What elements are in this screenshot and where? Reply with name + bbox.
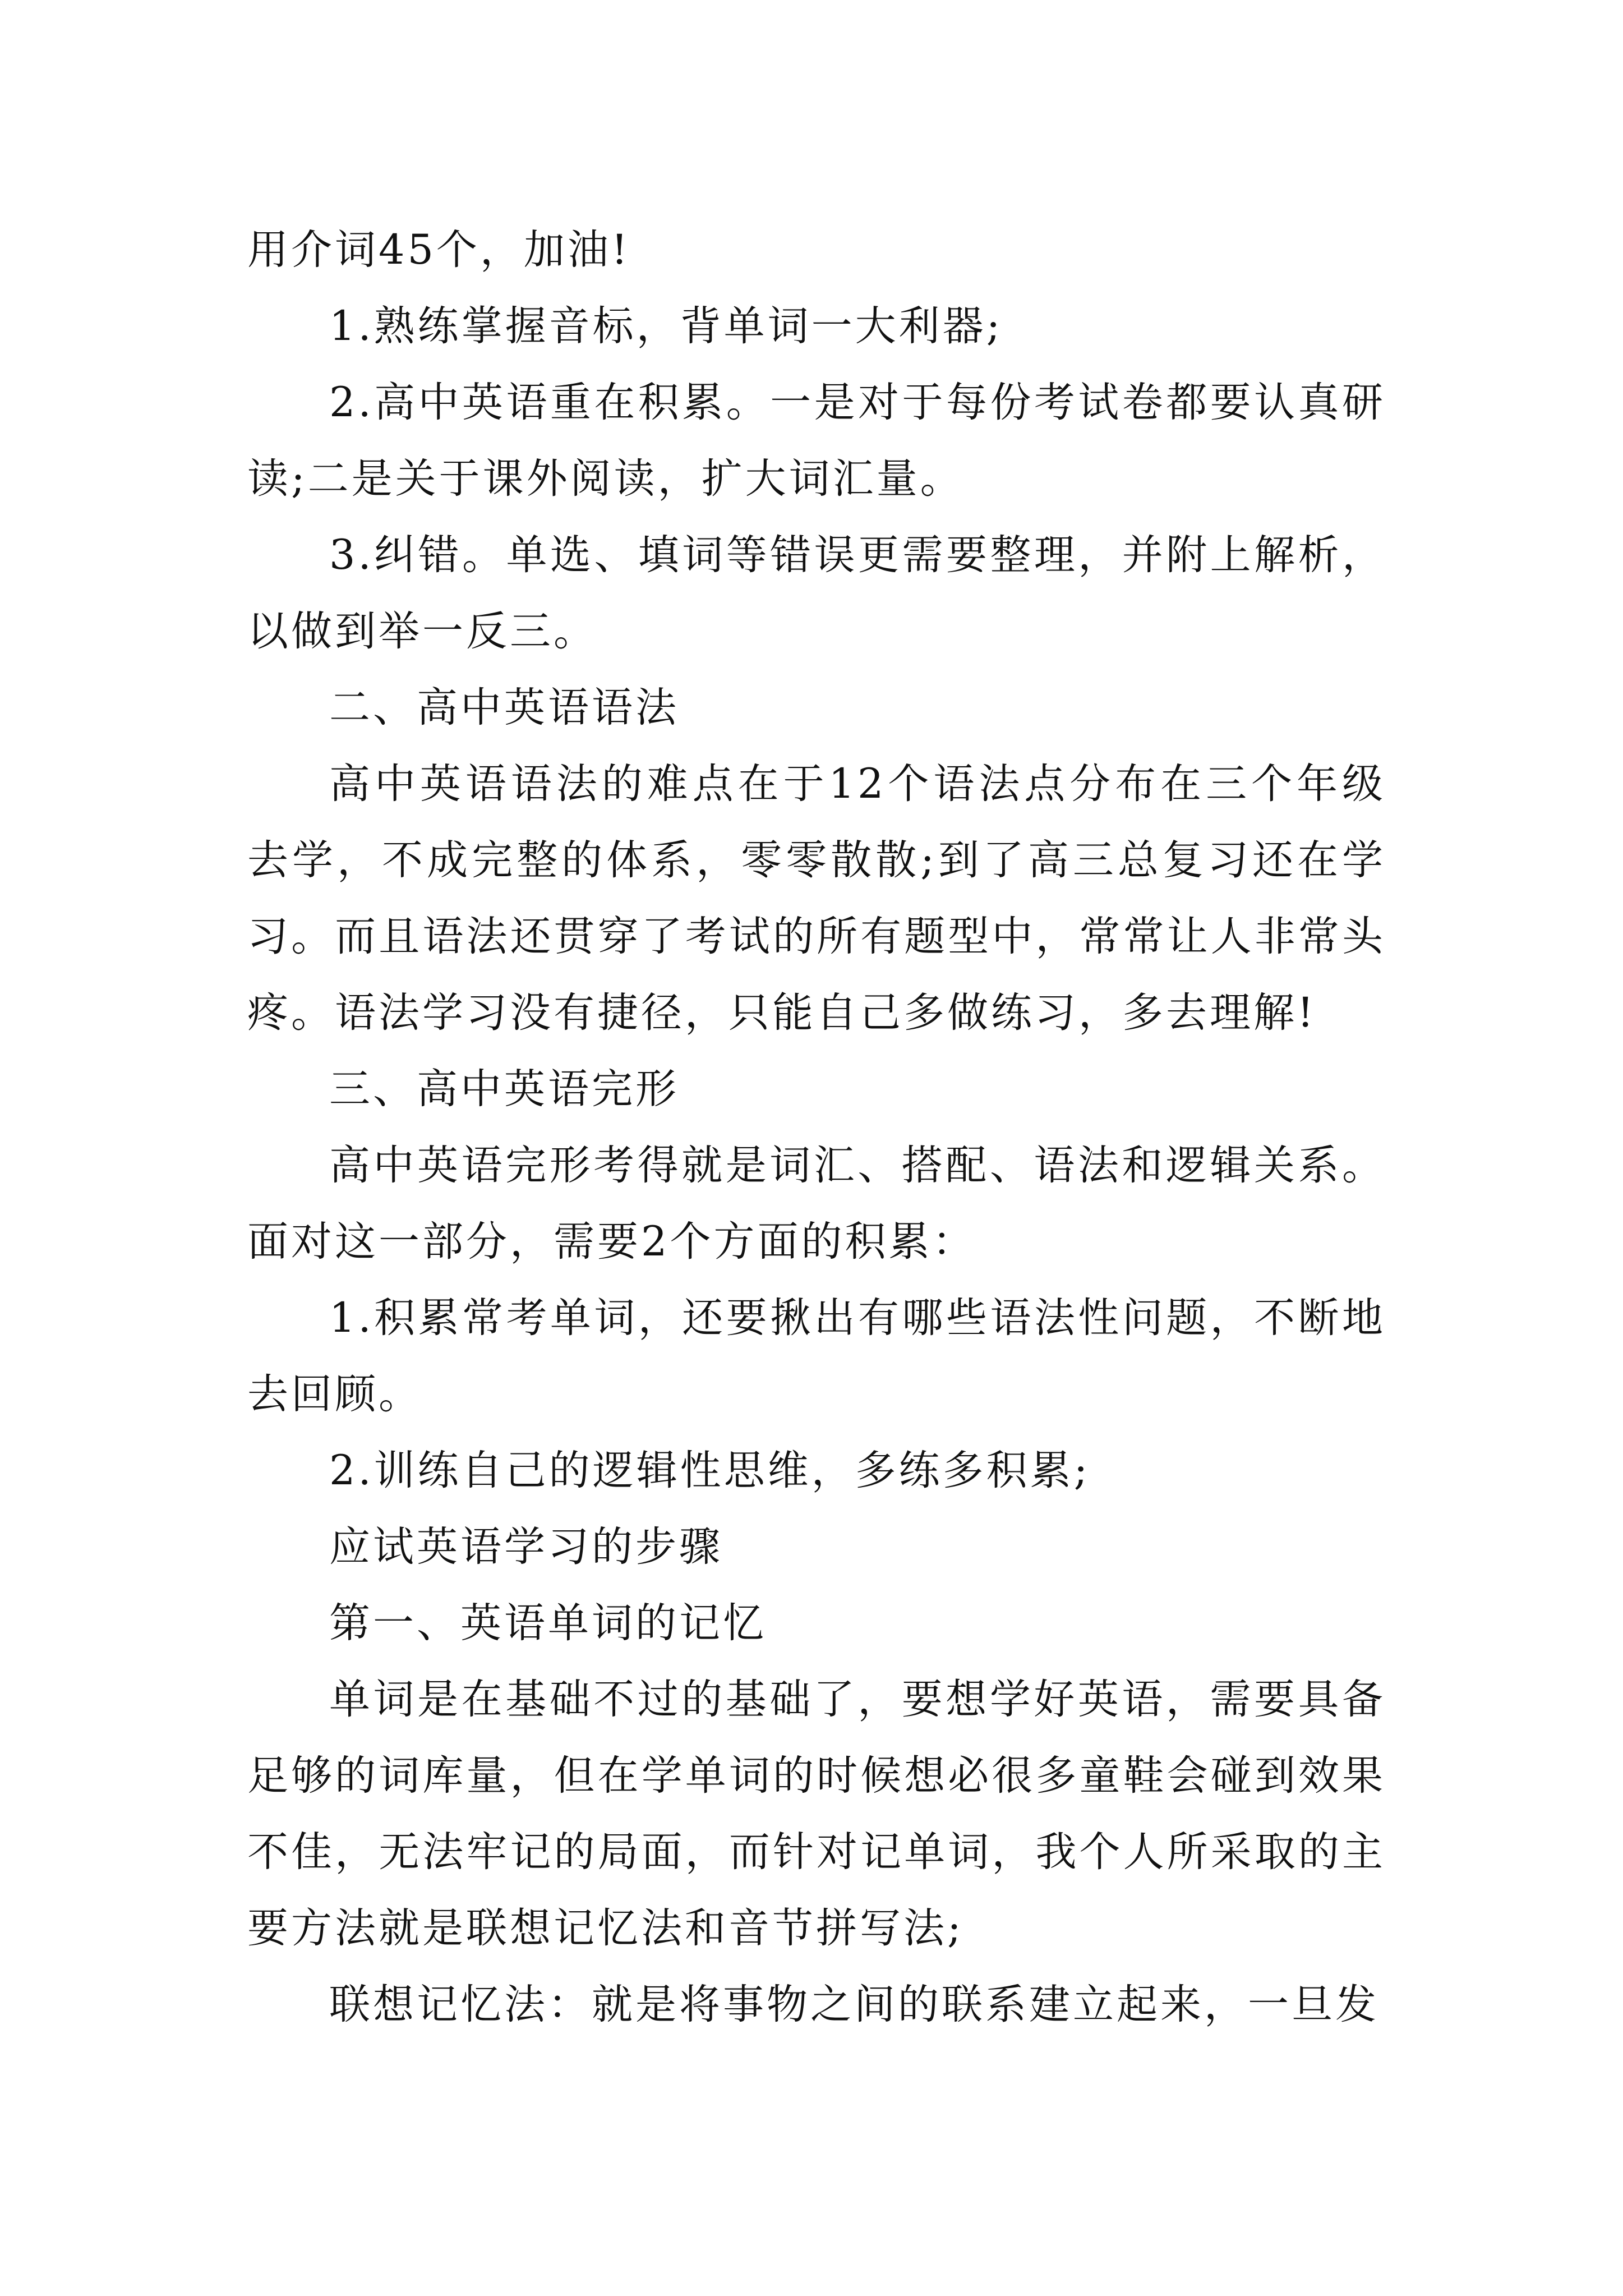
section-heading-steps: 应试英语学习的步骤 xyxy=(329,1523,723,1571)
paragraph-3: 2.高中英语重在积累。一是对于每份考试卷都要认真研读;二是关于课外阅读，扩大词汇量。 xyxy=(247,379,1386,503)
paragraph-association-method: 联想记忆法：就是将事物之间的联系建立起来，一旦发 xyxy=(329,1981,1379,2028)
paragraph-2: 1.熟练掌握音标，背单词一大利器; xyxy=(329,302,1003,350)
paragraph-cloze-2: 2.训练自己的逻辑性思维，多练多积累; xyxy=(329,1447,1091,1494)
paragraph-word-memory: 单词是在基础不过的基础了，要想学好英语，需要具备足够的词库量，但在学单词的时候想必很多童鞋会碰到效果不佳，无法牢记的局面，而针对记单词，我个人所采取的主要方法就是联想记忆法和音节拼写法; xyxy=(247,1676,1386,1952)
section-heading-grammar: 二、高中英语语法 xyxy=(329,684,679,731)
section-heading-cloze: 三、高中英语完形 xyxy=(329,1065,679,1113)
paragraph-cloze-1: 1.积累常考单词，还要揪出有哪些语法性问题，不断地去回顾。 xyxy=(247,1294,1386,1418)
paragraph-cloze: 高中英语完形考得就是词汇、搭配、语法和逻辑关系。面对这一部分，需要2个方面的积累： xyxy=(247,1142,1386,1266)
paragraph-4: 3.纠错。单选、填词等错误更需要整理，并附上解析，以做到举一反三。 xyxy=(247,531,1386,655)
subheading-word-memory: 第一、英语单词的记忆 xyxy=(329,1599,767,1647)
document-body xyxy=(247,212,1386,2043)
paragraph-1: 用介词45个，加油! xyxy=(247,226,631,274)
paragraph-grammar: 高中英语语法的难点在于12个语法点分布在三个年级去学，不成完整的体系，零零散散;到了高三总复习还在学习。而且语法还贯穿了考试的所有题型中，常常让人非常头疼。语法学习没有捷径，只能自己多做练习，多去理解! xyxy=(247,760,1386,1037)
